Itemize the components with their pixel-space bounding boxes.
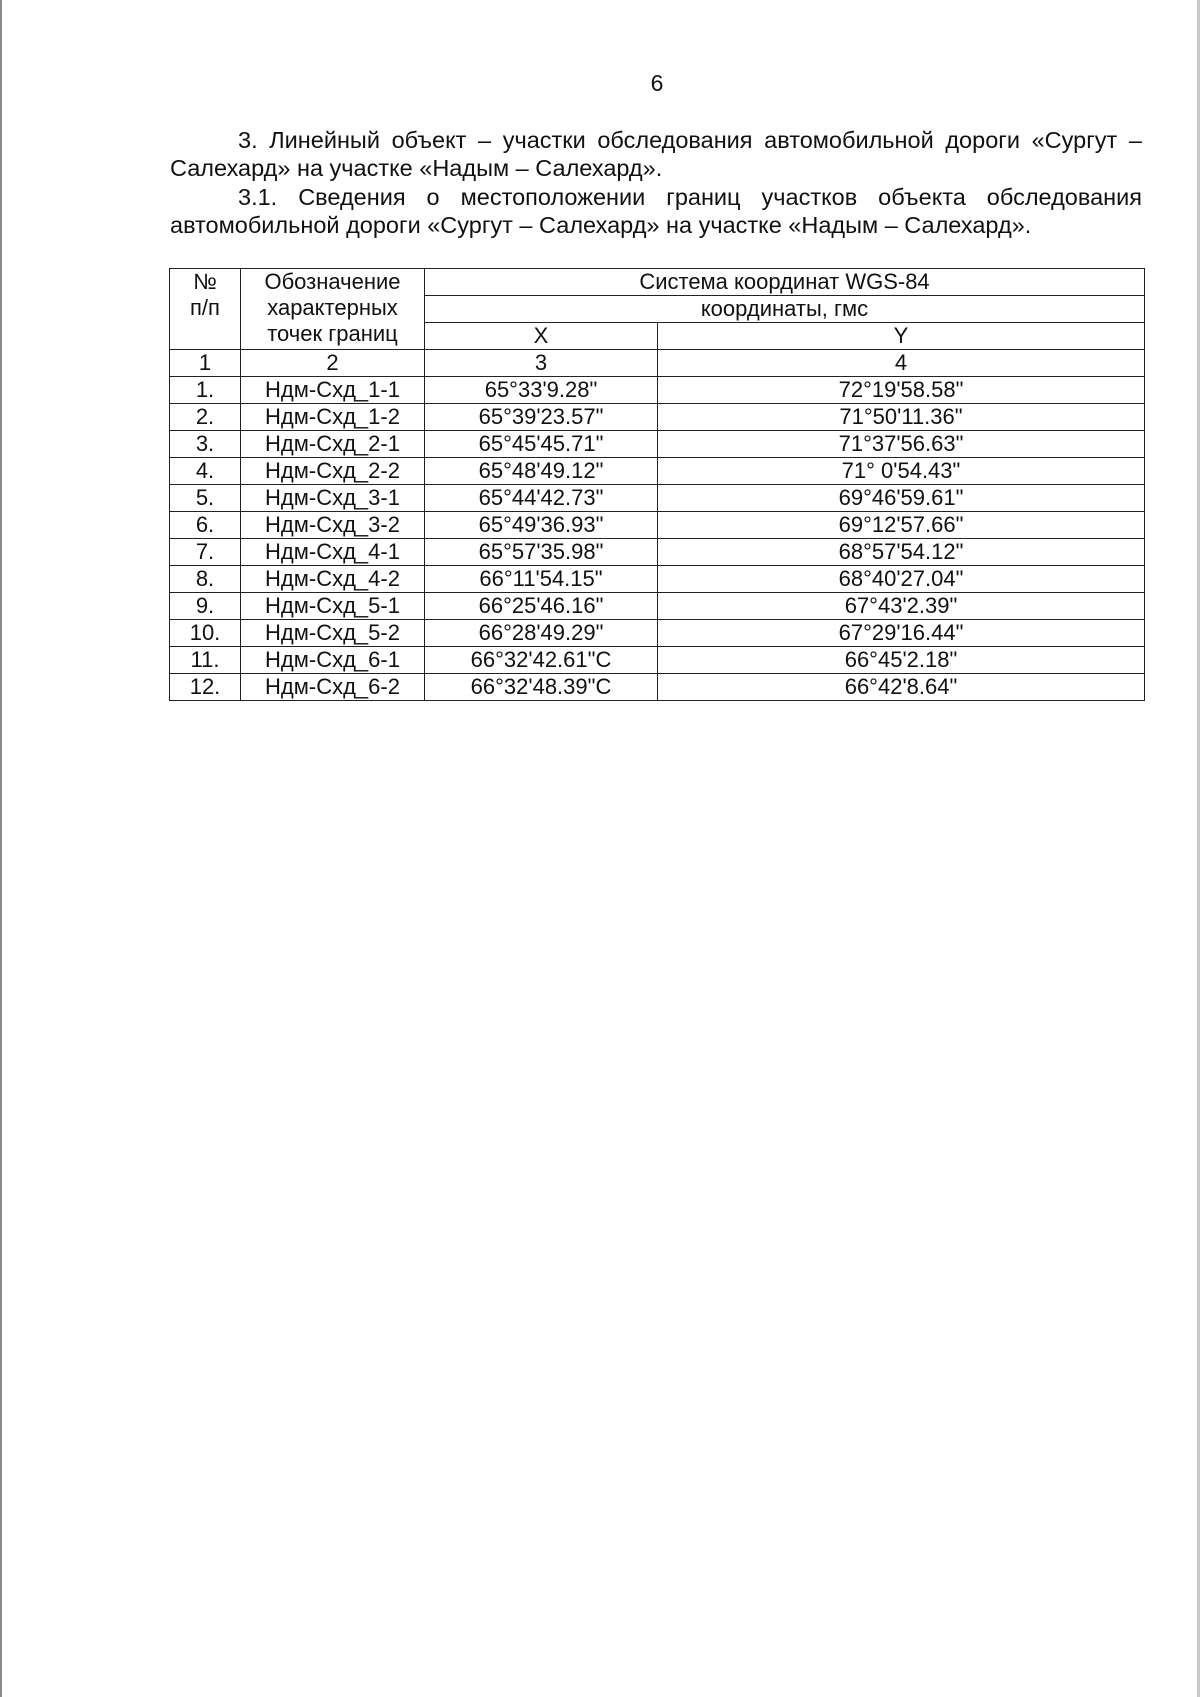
coord-x-cell: 65°49'36.93" bbox=[425, 512, 658, 539]
point-name-cell: Ндм-Схд_2-1 bbox=[241, 431, 425, 458]
header-num-text: № п/п bbox=[190, 269, 220, 320]
coord-y-cell: 67°29'16.44" bbox=[658, 620, 1145, 647]
row-number-cell: 4. bbox=[170, 458, 241, 485]
index-cell: 4 bbox=[658, 350, 1145, 377]
paragraph-text: 3. Линейный объект – участки обследования автомобильной дороги «Сургут – Салехард» на участке «Надым – Салехард». bbox=[170, 127, 1142, 181]
table-row bbox=[170, 431, 1145, 458]
coord-y-cell: 69°12'57.66" bbox=[658, 512, 1145, 539]
coord-x-cell: 65°44'42.73" bbox=[425, 485, 658, 512]
row-number-cell: 9. bbox=[170, 593, 241, 620]
paragraph-linear-object bbox=[170, 126, 1142, 182]
header-name bbox=[241, 269, 425, 350]
table-row bbox=[170, 647, 1145, 674]
table-row bbox=[170, 404, 1145, 431]
row-number-cell: 8. bbox=[170, 566, 241, 593]
coord-x-cell: 66°32'42.61"С bbox=[425, 647, 658, 674]
coord-y-cell: 69°46'59.61" bbox=[658, 485, 1145, 512]
coord-y-cell: 68°57'54.12" bbox=[658, 539, 1145, 566]
header-x: X bbox=[425, 323, 658, 350]
coord-x-cell: 66°25'46.16" bbox=[425, 593, 658, 620]
header-num bbox=[170, 269, 241, 350]
point-name-cell: Ндм-Схд_6-1 bbox=[241, 647, 425, 674]
paragraph-boundary-info bbox=[170, 183, 1142, 239]
coord-x-cell: 66°28'49.29" bbox=[425, 620, 658, 647]
coord-y-cell: 66°42'8.64" bbox=[658, 674, 1145, 701]
index-cell: 2 bbox=[241, 350, 425, 377]
coord-y-cell: 67°43'2.39" bbox=[658, 593, 1145, 620]
coord-y-cell: 71° 0'54.43" bbox=[658, 458, 1145, 485]
header-units: координаты, гмс bbox=[425, 296, 1145, 323]
row-number-cell: 6. bbox=[170, 512, 241, 539]
table-row bbox=[170, 458, 1145, 485]
point-name-cell: Ндм-Схд_4-1 bbox=[241, 539, 425, 566]
coordinates-table bbox=[169, 268, 1145, 701]
paragraph-text: 3.1. Сведения о местоположении границ участков объекта обследования автомобильной дороги «Сургут – Салехард» на участке «Надым – Салехард». bbox=[170, 184, 1142, 238]
header-name-text: Обозначение характерных точек границ bbox=[264, 269, 401, 346]
scan-left-edge bbox=[0, 0, 2, 1697]
coord-x-cell: 66°11'54.15" bbox=[425, 566, 658, 593]
table-row bbox=[170, 620, 1145, 647]
coord-y-cell: 71°50'11.36" bbox=[658, 404, 1145, 431]
point-name-cell: Ндм-Схд_6-2 bbox=[241, 674, 425, 701]
table-row bbox=[170, 539, 1145, 566]
table-row bbox=[170, 593, 1145, 620]
point-name-cell: Ндм-Схд_2-2 bbox=[241, 458, 425, 485]
coord-y-cell: 66°45'2.18" bbox=[658, 647, 1145, 674]
row-number-cell: 11. bbox=[170, 647, 241, 674]
coord-y-cell: 71°37'56.63" bbox=[658, 431, 1145, 458]
table-header-row bbox=[170, 269, 1145, 296]
point-name-cell: Ндм-Схд_4-2 bbox=[241, 566, 425, 593]
coord-x-cell: 65°48'49.12" bbox=[425, 458, 658, 485]
row-number-cell: 12. bbox=[170, 674, 241, 701]
index-cell: 3 bbox=[425, 350, 658, 377]
index-cell: 1 bbox=[170, 350, 241, 377]
header-y: Y bbox=[658, 323, 1145, 350]
coord-y-cell: 72°19'58.58" bbox=[658, 377, 1145, 404]
point-name-cell: Ндм-Схд_1-2 bbox=[241, 404, 425, 431]
table-row bbox=[170, 674, 1145, 701]
row-number-cell: 2. bbox=[170, 404, 241, 431]
page-number: 6 bbox=[650, 70, 664, 96]
header-system: Система координат WGS-84 bbox=[425, 269, 1145, 296]
coord-x-cell: 65°33'9.28" bbox=[425, 377, 658, 404]
row-number-cell: 7. bbox=[170, 539, 241, 566]
point-name-cell: Ндм-Схд_1-1 bbox=[241, 377, 425, 404]
table-row bbox=[170, 377, 1145, 404]
table-row bbox=[170, 566, 1145, 593]
table-index-row bbox=[170, 350, 1145, 377]
table-row bbox=[170, 512, 1145, 539]
table-row bbox=[170, 485, 1145, 512]
coord-x-cell: 65°45'45.71" bbox=[425, 431, 658, 458]
coord-x-cell: 65°39'23.57" bbox=[425, 404, 658, 431]
row-number-cell: 3. bbox=[170, 431, 241, 458]
row-number-cell: 10. bbox=[170, 620, 241, 647]
coord-x-cell: 66°32'48.39"С bbox=[425, 674, 658, 701]
point-name-cell: Ндм-Схд_3-2 bbox=[241, 512, 425, 539]
row-number-cell: 1. bbox=[170, 377, 241, 404]
point-name-cell: Ндм-Схд_5-2 bbox=[241, 620, 425, 647]
coord-y-cell: 68°40'27.04" bbox=[658, 566, 1145, 593]
point-name-cell: Ндм-Схд_3-1 bbox=[241, 485, 425, 512]
coord-x-cell: 65°57'35.98" bbox=[425, 539, 658, 566]
point-name-cell: Ндм-Схд_5-1 bbox=[241, 593, 425, 620]
row-number-cell: 5. bbox=[170, 485, 241, 512]
